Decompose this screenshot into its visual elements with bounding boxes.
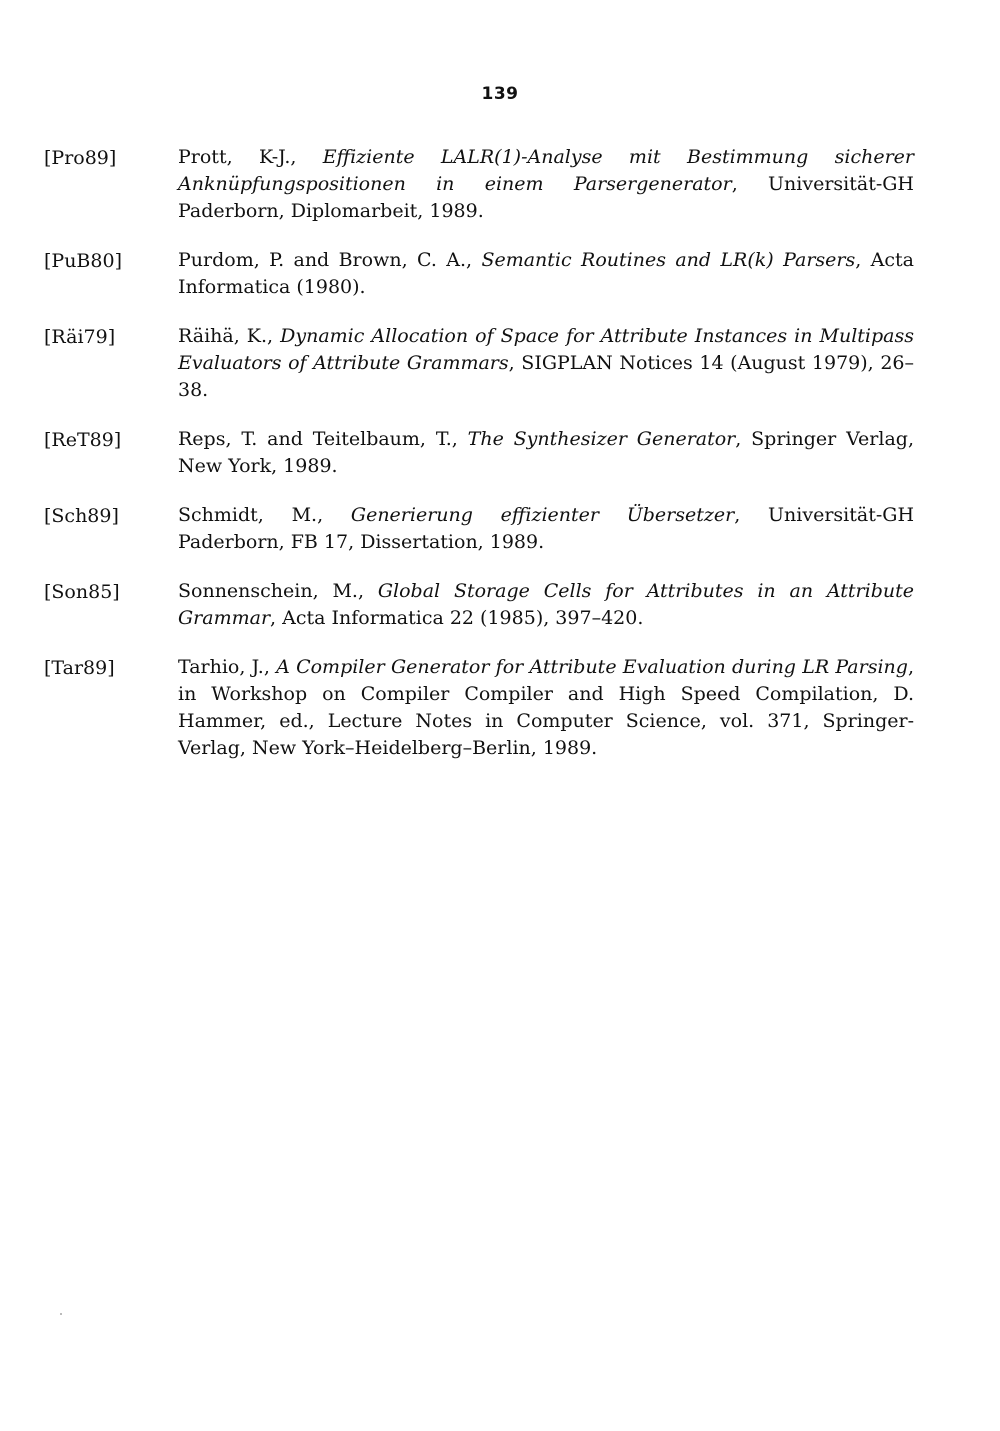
- reference-text: [178, 323, 914, 404]
- reference-key: [Räi79]: [44, 326, 116, 348]
- reference-text: [178, 654, 914, 762]
- reference-text: [178, 247, 914, 301]
- reference-entry: [44, 426, 914, 480]
- reference-authors: Räihä, K.,: [178, 325, 281, 347]
- reference-title: Semantic Routines and LR(k) Parsers: [481, 249, 856, 271]
- reference-details: , SIGPLAN Notices 14 (August 1979), 26–38.: [178, 352, 915, 401]
- reference-key: [Tar89]: [44, 657, 115, 679]
- reference-authors: Reps, T. and Teitelbaum, T.,: [178, 428, 468, 450]
- reference-title: Generierung effizienter Übersetzer: [350, 504, 735, 526]
- scan-speck: [60, 1313, 62, 1315]
- reference-title: The Synthesizer Generator: [467, 428, 736, 450]
- reference-title: Global Storage Cells for Attributes in an Attribute Grammar: [178, 580, 914, 629]
- reference-authors: Schmidt, M.,: [178, 504, 351, 526]
- reference-authors: Prott, K-J.,: [178, 146, 323, 168]
- reference-details: , Universität-GH Paderborn, Diplomarbeit, 1989.: [178, 173, 914, 222]
- reference-key: [Son85]: [44, 581, 120, 603]
- reference-key: [ReT89]: [44, 429, 122, 451]
- reference-entry: [44, 578, 914, 632]
- reference-key: [Sch89]: [44, 505, 119, 527]
- reference-text: [178, 578, 914, 632]
- reference-text: [178, 144, 914, 225]
- reference-details: , Springer Verlag, New York, 1989.: [178, 428, 914, 477]
- reference-key: [PuB80]: [44, 250, 122, 272]
- reference-details: , in Workshop on Compiler Compiler and High Speed Compilation, D. Hammer, ed., Lecture Notes in Computer Science, vol. 371, Springer-Verlag, New York–Heidelberg–Berlin, 1989.: [178, 656, 914, 759]
- reference-text: [178, 502, 914, 556]
- reference-entry: [44, 144, 914, 225]
- reference-key: [Pro89]: [44, 147, 117, 169]
- reference-authors: Tarhio, J.,: [178, 656, 277, 678]
- reference-details: , Acta Informatica (1980).: [178, 249, 914, 298]
- reference-list: [44, 144, 914, 784]
- page-number: 139: [481, 84, 519, 104]
- reference-details: , Acta Informatica 22 (1985), 397–420.: [270, 607, 644, 629]
- reference-entry: [44, 323, 914, 404]
- reference-authors: Purdom, P. and Brown, C. A.,: [178, 249, 482, 271]
- reference-title: Dynamic Allocation of Space for Attribute Instances in Multipass Evaluators of Attribute Grammars: [178, 325, 914, 374]
- reference-title: Effiziente LALR(1)-Analyse mit Bestimmung sicherer Anknüpfungspositionen in einem Parsergenerator: [178, 146, 915, 195]
- reference-entry: [44, 502, 914, 556]
- reference-entry: [44, 654, 914, 762]
- reference-title: A Compiler Generator for Attribute Evaluation during LR Parsing: [276, 656, 908, 678]
- reference-entry: [44, 247, 914, 301]
- reference-authors: Sonnenschein, M.,: [178, 580, 378, 602]
- reference-text: [178, 426, 914, 480]
- reference-details: , Universität-GH Paderborn, FB 17, Dissertation, 1989.: [178, 504, 915, 553]
